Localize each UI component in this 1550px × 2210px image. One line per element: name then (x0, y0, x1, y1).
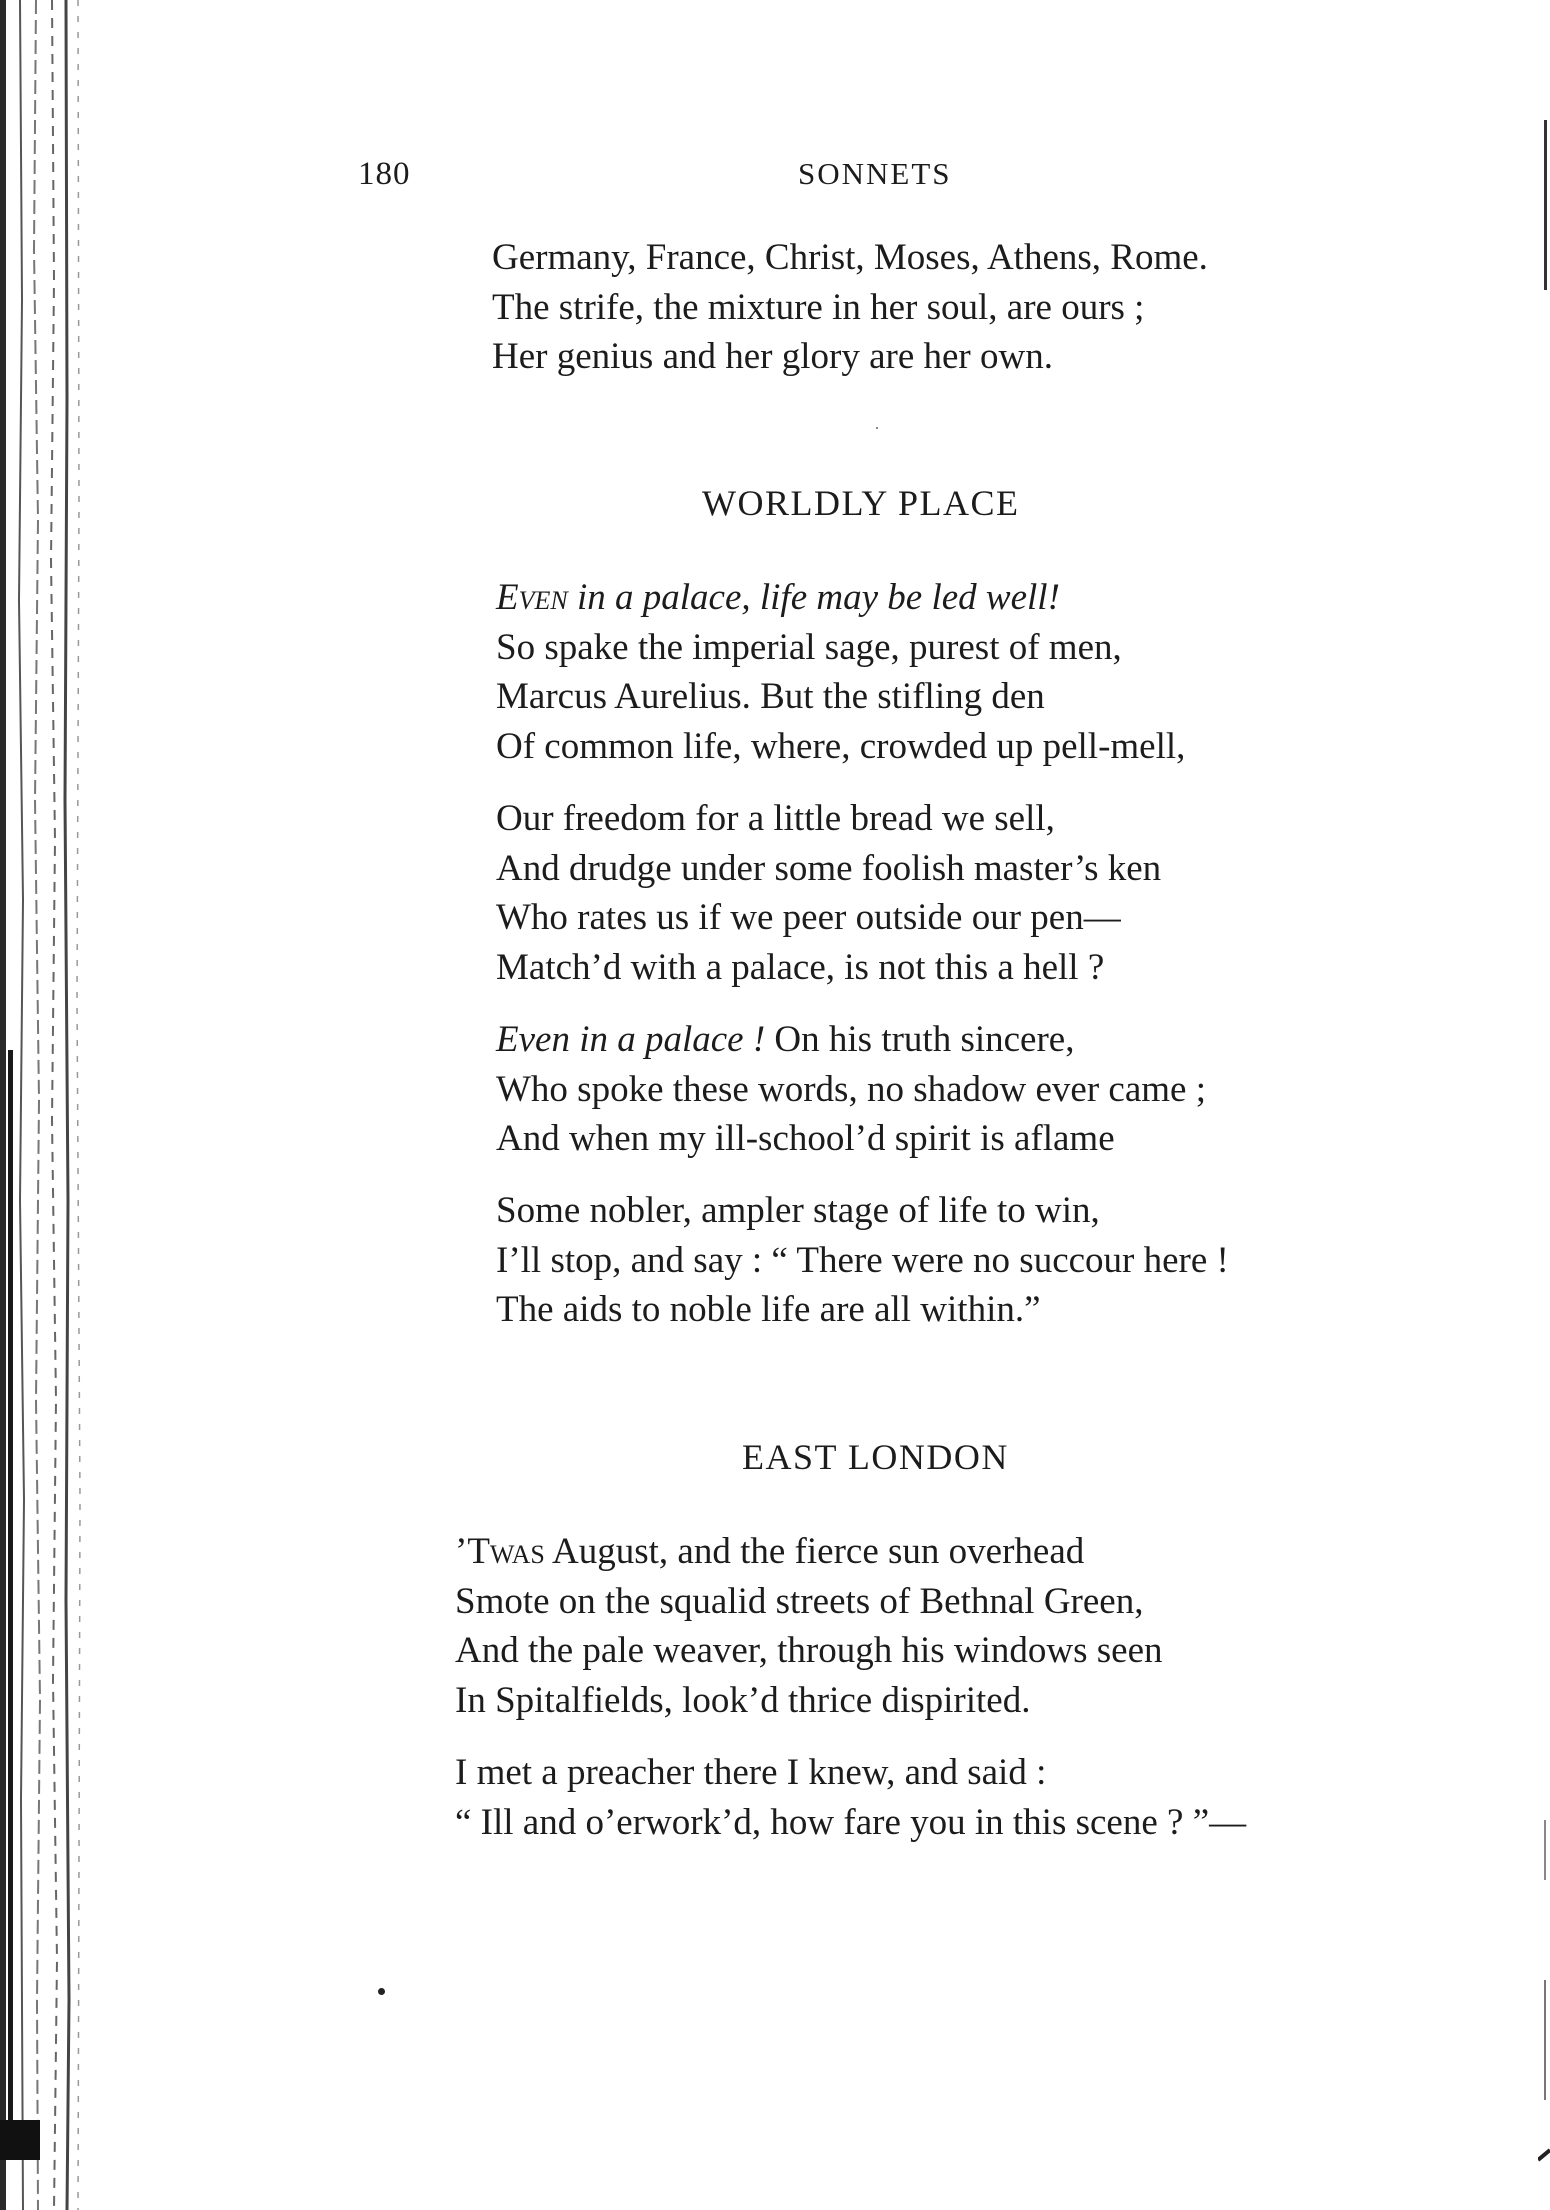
verse-line: Match’d with a palace, is not this a hell ? (496, 946, 1105, 988)
worldly-place-stanza-1 (496, 573, 1185, 771)
page-header (0, 156, 1550, 196)
ink-dot (378, 1988, 385, 1995)
running-title: SONNETS (798, 156, 952, 191)
verse-line: Germany, France, Christ, Moses, Athens, Rome. (492, 237, 1208, 278)
worldly-place-stanza-4 (496, 1186, 1229, 1335)
verse-line: Who rates us if we peer outside our pen— (496, 897, 1121, 938)
verse-line: Our freedom for a little bread we sell, (496, 798, 1055, 839)
drop-word: ’Twas (455, 1531, 545, 1572)
verse-line: Smote on the squalid streets of Bethnal Green, (455, 1580, 1144, 1622)
verse-line: I’ll stop, and say : “ There were no succour here ! (496, 1239, 1229, 1281)
poem-title-east-london: EAST LONDON (742, 1437, 1009, 1477)
page-number: 180 (358, 156, 411, 192)
verse-line (455, 1527, 1163, 1577)
poem-title-worldly-place: WORLDLY PLACE (702, 483, 1020, 523)
verse-line: Her genius and her glory are her own. (492, 336, 1053, 377)
east-london-stanza-2 (455, 1748, 1246, 1847)
verse-line: Who spoke these words, no shadow ever came ; (496, 1068, 1206, 1110)
verse-line: I met a preacher there I knew, and said : (455, 1752, 1047, 1793)
right-page-edge (1538, 0, 1550, 2210)
verse-line-rest: in a palace, life may be led well! (567, 577, 1060, 618)
verse-line: And the pale weaver, through his windows seen (455, 1630, 1163, 1671)
verse-line (496, 573, 1185, 623)
verse-quote-italic: Even in a palace ! (496, 1019, 766, 1060)
east-london-stanza-1 (455, 1527, 1163, 1725)
binding-edge (0, 0, 95, 2210)
verse-line: In Spitalfields, look’d thrice dispirited. (455, 1679, 1031, 1721)
verse-line: The aids to noble life are all within.” (496, 1289, 1041, 1330)
verse-line-rest: August, and the fierce sun overhead (544, 1531, 1085, 1572)
worldly-place-stanza-3 (496, 1015, 1206, 1164)
verse-line-rest: On his truth sincere, (765, 1019, 1075, 1060)
verse-line: And when my ill-school’d spirit is aflame (496, 1118, 1115, 1159)
paper-speck (876, 427, 878, 429)
verse-line: Of common life, where, crowded up pell-mell, (496, 725, 1186, 767)
verse-line: So spake the imperial sage, purest of men, (496, 626, 1122, 668)
verse-line (496, 1015, 1206, 1065)
previous-sonnet-ending (492, 233, 1208, 382)
verse-line: Some nobler, ampler stage of life to win, (496, 1190, 1100, 1231)
worldly-place-stanza-2 (496, 794, 1161, 992)
verse-line: “ Ill and o’erwork’d, how fare you in this scene ? ”— (455, 1801, 1247, 1843)
verse-line: And drudge under some foolish master’s ken (496, 847, 1162, 889)
drop-word: Even (496, 577, 568, 618)
verse-line: Marcus Aurelius. But the stifling den (496, 676, 1045, 717)
verse-line: The strife, the mixture in her soul, are ours ; (492, 286, 1145, 328)
